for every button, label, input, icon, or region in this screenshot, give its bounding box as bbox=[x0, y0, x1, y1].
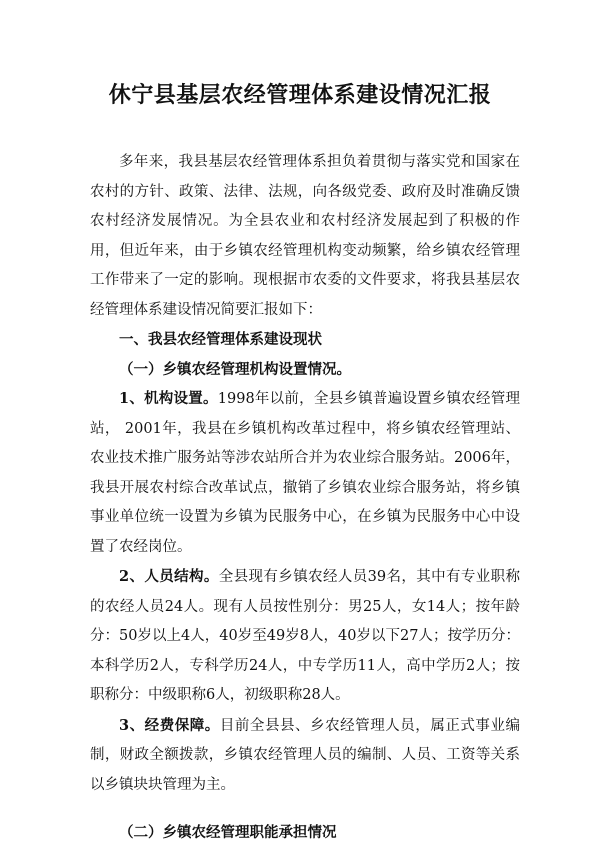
item-text-3: 目前全县县、乡农经管理人员，属正式事业编制，财政全额拨款，乡镇农经管理人员的编制、人员、工资等关系以乡镇块块管理为主。 bbox=[90, 717, 521, 793]
item-lead-2: 2、人员结构。 bbox=[119, 568, 219, 585]
subsection-heading-2: （二）乡镇农经管理职能承担情况 bbox=[119, 824, 337, 841]
item-text-1: 1998年以前，全县乡镇普遍设置乡镇农经管理站， 2001年，我县在乡镇机构改革过程中，将乡镇农经管理站、农业技术推广服务站等涉农站所合并为农业综合服务站。2006年，我县开展农村综合改革试点，撤销了乡镇农业综合服务站，将乡镇事业单位统一设置为乡镇为民服务中心，在乡镇为民服务中心中设置了农经岗位。 bbox=[90, 391, 521, 555]
document-body bbox=[90, 148, 520, 848]
item-lead-3: 3、经费保障。 bbox=[119, 716, 220, 734]
document-title: 休宁县基层农经管理体系建设情况汇报 bbox=[108, 82, 492, 108]
subsection-heading-1: （一）乡镇农经管理机构设置情况。 bbox=[119, 360, 351, 378]
section-heading-1: 一、我县农经管理体系建设现状 bbox=[119, 331, 322, 348]
item-paragraph-2 bbox=[90, 562, 520, 711]
item-text-2: 全县现有乡镇农经人员39名，其中有专业职称的农经人员24人。现有人员按性别分：男25人，女14人；按年龄分：50岁以上4人，40岁至49岁8人，40岁以下27人；按学历分：本科学历2人，专科学历24人，中专学历11人，高中学历2人；按职称分：中级职称6人，初级职称28人。 bbox=[90, 569, 521, 703]
item-lead-1: 1、机构设置。 bbox=[119, 390, 218, 407]
intro-paragraph: 多年来，我县基层农经管理体系担负着贯彻与落实党和国家在农村的方针、政策、法律、法规，向各级党委、政府及时准确反馈农村经济发展情况。为全县农业和农村经济发展起到了积极的作用，但近年来，由于乡镇农经管理机构变动频繁，给乡镇农经管理工作带来了一定的影响。现根据市农委的文件要求，将我县基层农经管理体系建设情况简要汇报如下： bbox=[90, 154, 520, 318]
item-paragraph-3 bbox=[90, 711, 520, 801]
item-paragraph-1 bbox=[90, 384, 520, 562]
